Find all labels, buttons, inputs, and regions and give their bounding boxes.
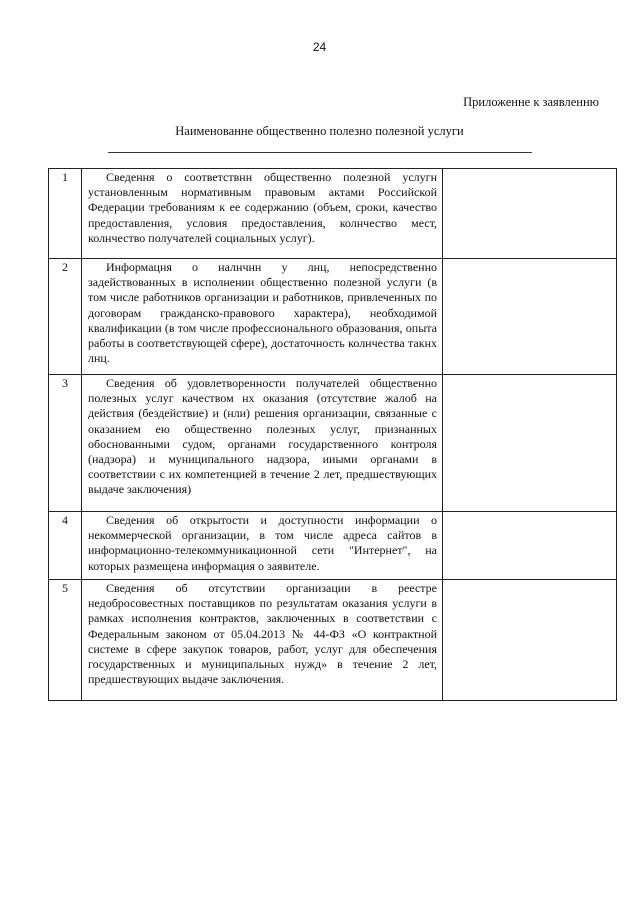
row-description: Сведения об отсутствии организации в реестре недобросовестных поставщиков по результатам оказания услуги в рамках исполнения контрактов, заключенных в соответствии с Федеральным законом от 05.04.2013 № 44-ФЗ «О контрактной системе в сфере закупок товаров, работ, услуг для обеспечения государственных и муниципальных нужд» в течение 2 лет, предшествующих выдаче заключения. — [82, 580, 443, 701]
row-number: 1 — [49, 169, 82, 259]
information-table — [48, 168, 617, 701]
appendix-label: Приложенне к заявленню — [463, 95, 599, 109]
document-title: Наименованне общественно полезно полезной услуги — [175, 124, 464, 138]
table-row — [49, 375, 617, 512]
row-answer-cell[interactable] — [443, 512, 617, 580]
table-row — [49, 580, 617, 701]
row-description: Сведения об открытости и доступности информации о некоммерческой организации, в том числе адреса сайтов в информационно-телекоммуникационной сети "Интернет", на которых размещена информация о заявителе. — [82, 512, 443, 580]
row-description: Информацня о налнчнн у лнц, непосредственно задействованных в исполнении общественно полезной услуги (в том числе работников организации и работников, привлеченных по договорам гражданско-правового характера), необходимой квалификации (в том числе профессионального образования, опыта работы в соответствующей сфере), достаточность колнчества такнх лнц. — [82, 259, 443, 375]
table-row — [49, 512, 617, 580]
table-row — [49, 169, 617, 259]
row-number: 2 — [49, 259, 82, 375]
row-answer-cell[interactable] — [443, 375, 617, 512]
row-number: 4 — [49, 512, 82, 580]
page-number: 24 — [312, 40, 327, 54]
row-answer-cell[interactable] — [443, 580, 617, 701]
row-description: Сведения об удовлетворенности получателей общественно полезных услуг качеством нх оказания (отсутствие жалоб на действия (бездействие) и (нли) решения организации, связанные с оказанием ею общественно полезных услуг, признанных обоснованными судом, органами государственного контроля (надзора) и муниципального надзора, ииыми органами в соответствии с их компетенцией в течение 2 лет, предшествующих выдаче заключения) — [82, 375, 443, 512]
row-number: 5 — [49, 580, 82, 701]
row-number: 3 — [49, 375, 82, 512]
row-description: Сведення о соответствнн общественно полезной услугн установленным нормативным правовым актами Российской Федерации требованиям к ее содержанию (объем, сроки, качество предоставления, условия предоставления, колнчество мест, колнчество получателей социальных услуг). — [82, 169, 443, 259]
table-row — [49, 259, 617, 375]
row-answer-cell[interactable] — [443, 259, 617, 375]
row-answer-cell[interactable] — [443, 169, 617, 259]
title-underline — [108, 152, 532, 153]
